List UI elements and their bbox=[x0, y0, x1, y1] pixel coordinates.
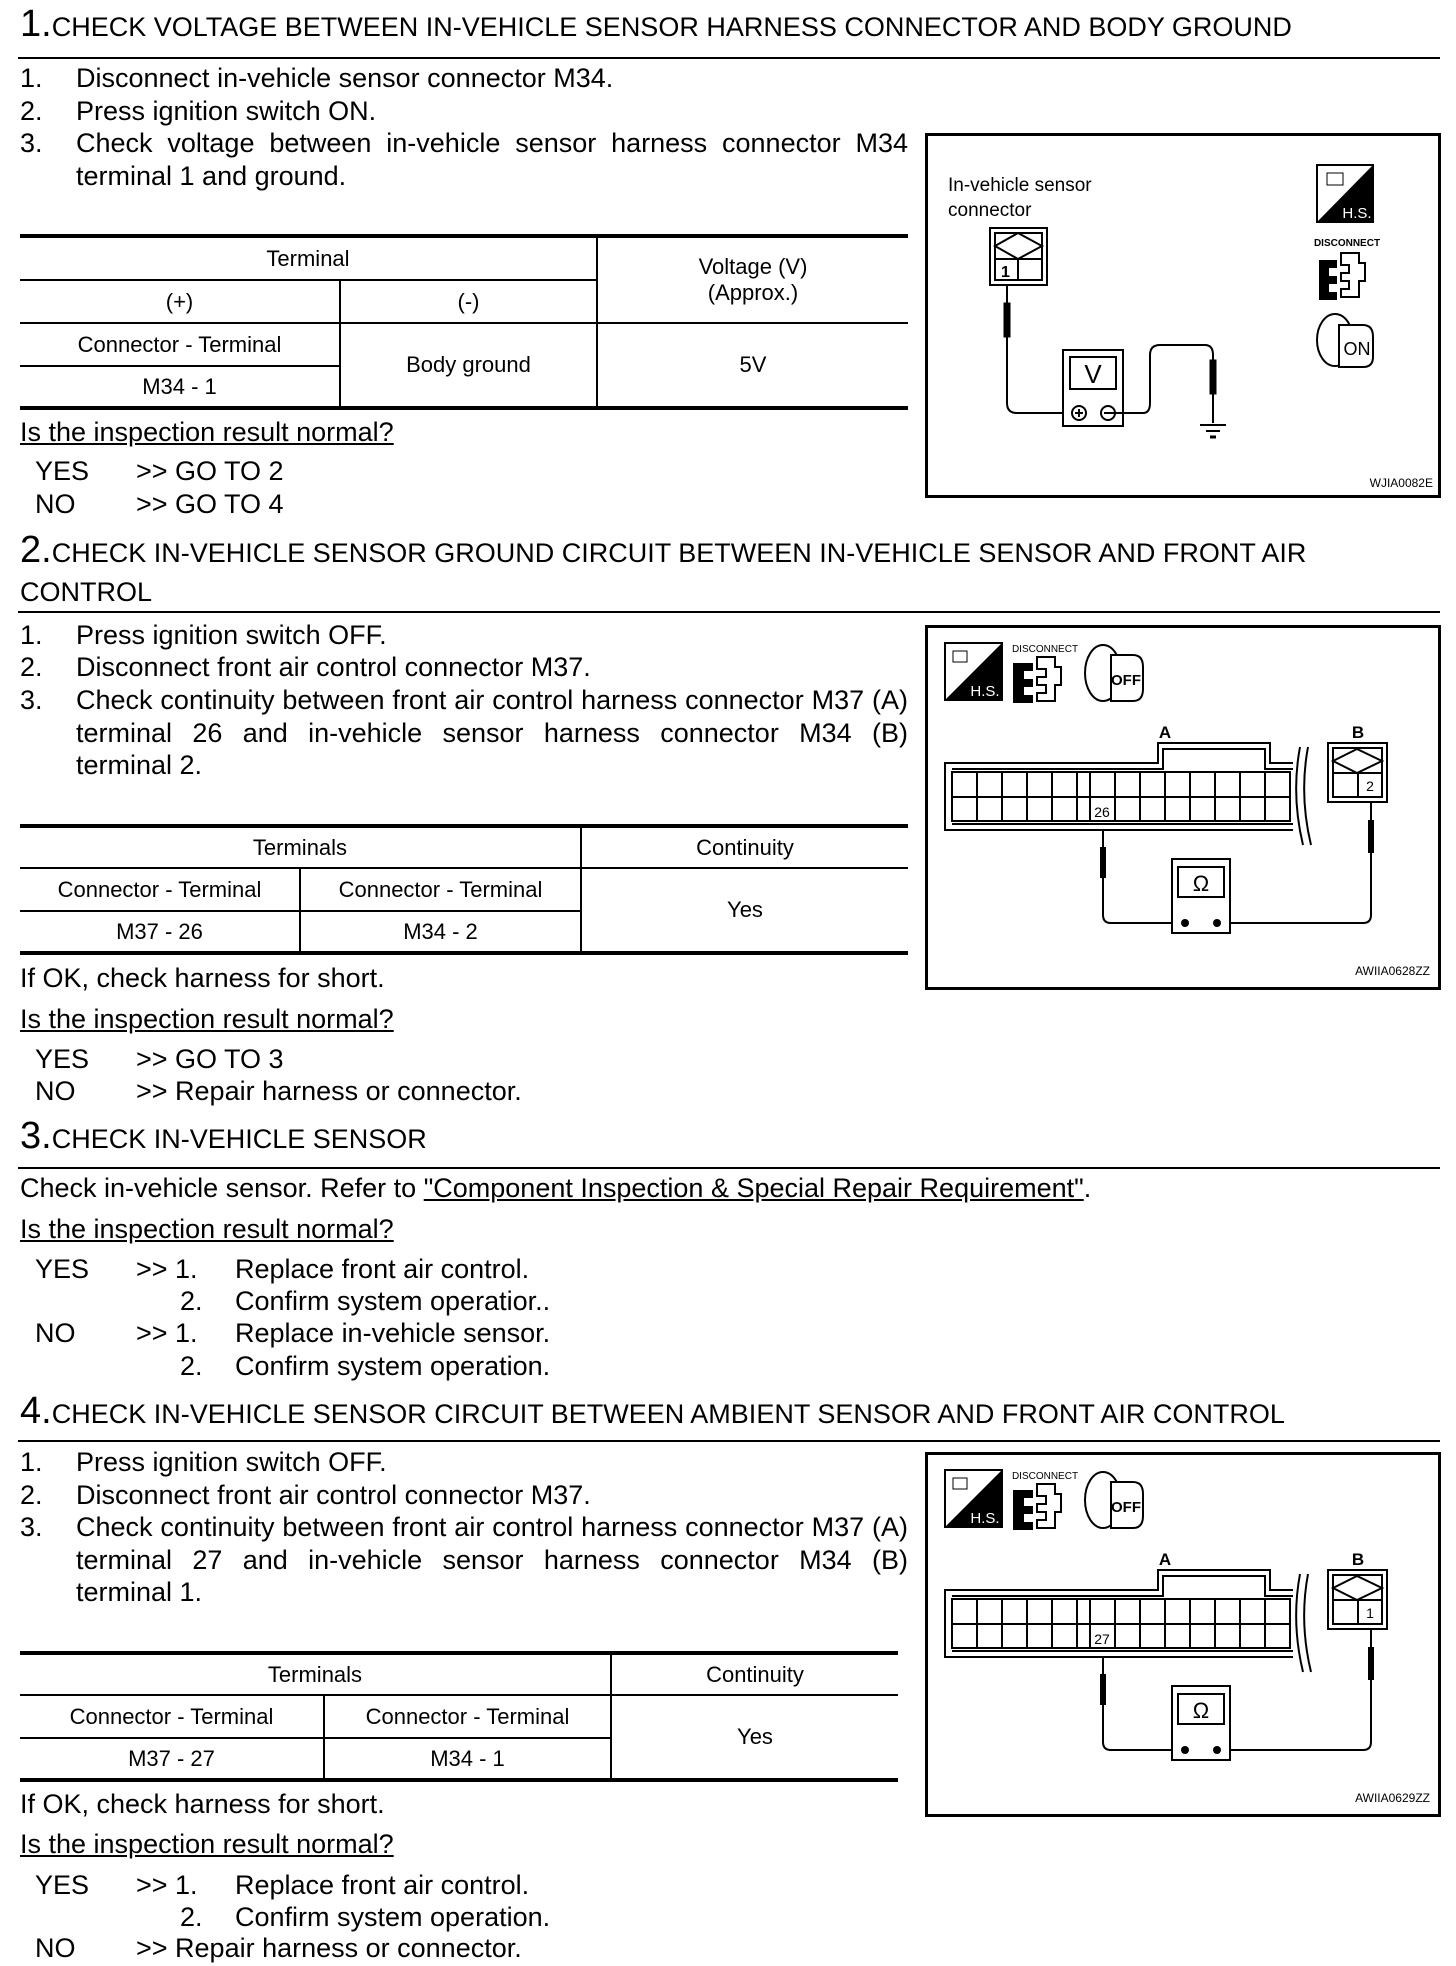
cell-voltage: 5V bbox=[597, 323, 908, 408]
meter-symbol: Ω bbox=[1192, 871, 1210, 896]
figure-code: AWIIA0628ZZ bbox=[1355, 964, 1430, 978]
instruction-step bbox=[20, 62, 908, 95]
key-label: ON bbox=[1343, 339, 1371, 359]
connector-a bbox=[945, 743, 1311, 845]
divider bbox=[18, 611, 1440, 613]
hs-text: H.S. bbox=[970, 683, 1000, 700]
step-num: 1. bbox=[20, 63, 43, 93]
step-num: 2. bbox=[20, 96, 43, 126]
header-terminal: Terminal bbox=[20, 236, 597, 280]
note-text: If OK, check harness for short. bbox=[20, 1789, 385, 1819]
meter-symbol: Ω bbox=[1192, 1698, 1210, 1723]
reference-suffix: . bbox=[1083, 1173, 1092, 1203]
step-text: Disconnect front air control connector M37. bbox=[76, 1480, 591, 1510]
yes-action: Replace front air control. bbox=[235, 1870, 530, 1900]
yes-action: >> GO TO 3 bbox=[136, 1044, 284, 1074]
step-text: Check continuity between front air control harness connector M37 (A) terminal 27 and in-vehicle sensor harness connector M34 (B) terminal 1. bbox=[76, 1512, 908, 1607]
figure-code: AWIIA0629ZZ bbox=[1355, 1791, 1430, 1805]
step-number: 3. bbox=[20, 1115, 52, 1157]
connector-b bbox=[1328, 743, 1387, 802]
pin-b-label: 2 bbox=[1366, 778, 1374, 794]
connector-a-label: A bbox=[1158, 723, 1172, 742]
header-connector-terminal: Connector - Terminal bbox=[20, 868, 300, 911]
disconnect-icon bbox=[1319, 253, 1365, 300]
step-num: 3. bbox=[20, 1512, 43, 1542]
yes-action: >> GO TO 2 bbox=[136, 456, 284, 486]
connector-b-label: B bbox=[1351, 723, 1365, 742]
instruction-step bbox=[20, 684, 908, 782]
figure-code: WJIA0082E bbox=[1369, 476, 1433, 490]
disconnect-icon bbox=[1013, 1484, 1061, 1530]
yes-action-num: >> 1. bbox=[136, 1254, 198, 1284]
yes-action: Confirm system operatior.. bbox=[235, 1286, 551, 1316]
instruction-step bbox=[20, 1511, 908, 1609]
voltage-table bbox=[20, 234, 908, 410]
no-action: Replace in-vehicle sensor. bbox=[235, 1318, 551, 1348]
note-text: If OK, check harness for short. bbox=[20, 963, 385, 993]
yes-label: YES bbox=[35, 1254, 90, 1284]
sensor-connector-icon bbox=[990, 228, 1047, 285]
header-terminals: Terminals bbox=[20, 1653, 611, 1695]
cell-body-ground: Body ground bbox=[340, 323, 597, 408]
reference-text bbox=[20, 1172, 1091, 1204]
diagram-label: In-vehicle sensor bbox=[948, 175, 1092, 196]
cell-terminal-a: M37 - 26 bbox=[20, 911, 300, 953]
disconnect-label: DISCONNECT bbox=[1011, 644, 1079, 655]
hs-icon bbox=[1317, 165, 1373, 222]
header-terminals: Terminals bbox=[20, 826, 581, 868]
step-num: 2. bbox=[20, 1480, 43, 1510]
key-label: OFF bbox=[1111, 1499, 1141, 1516]
instruction-step bbox=[20, 95, 908, 128]
header-continuity: Continuity bbox=[611, 1653, 898, 1695]
connector-b bbox=[1328, 1570, 1387, 1629]
diagram-label: connector bbox=[948, 200, 1032, 221]
header-connector-terminal: Connector - Terminal bbox=[20, 1695, 324, 1738]
connector-a bbox=[945, 1570, 1311, 1672]
section-title: CHECK IN-VEHICLE SENSOR bbox=[51, 1124, 427, 1154]
no-action: >> GO TO 4 bbox=[136, 489, 284, 519]
step-text: Press ignition switch OFF. bbox=[76, 620, 387, 650]
section-title: CHECK IN-VEHICLE SENSOR GROUND CIRCUIT BETWEEN IN-VEHICLE SENSOR AND FRONT AIR bbox=[51, 538, 1307, 568]
yes-action: Confirm system operation. bbox=[235, 1902, 551, 1932]
section-2-heading bbox=[20, 529, 1307, 571]
instruction-step bbox=[20, 1446, 908, 1479]
section-title: CHECK VOLTAGE BETWEEN IN-VEHICLE SENSOR HARNESS CONNECTOR AND BODY GROUND bbox=[51, 12, 1292, 42]
no-action: >> Repair harness or connector. bbox=[136, 1933, 522, 1963]
step-num: 1. bbox=[20, 1447, 43, 1477]
continuity-table bbox=[20, 1651, 898, 1782]
result-question: Is the inspection result normal? bbox=[20, 417, 394, 447]
component-inspection-link[interactable]: "Component Inspection & Special Repair Requirement" bbox=[423, 1173, 1084, 1203]
voltage-check-diagram bbox=[925, 133, 1441, 498]
header-plus: (+) bbox=[20, 280, 340, 323]
no-label: NO bbox=[35, 1076, 76, 1106]
yes-label: YES bbox=[35, 456, 90, 486]
cell-terminal-b: M34 - 2 bbox=[300, 911, 581, 953]
cell-terminal-b: M34 - 1 bbox=[324, 1738, 611, 1780]
no-action: >> Repair harness or connector. bbox=[136, 1076, 522, 1106]
step-text: Press ignition switch OFF. bbox=[76, 1447, 387, 1477]
step-text: Disconnect front air control connector M37. bbox=[76, 652, 591, 682]
step-number: 1. bbox=[20, 3, 52, 45]
yes-action-num: 2. bbox=[180, 1902, 203, 1932]
divider bbox=[18, 1440, 1440, 1442]
cell-continuity: Yes bbox=[581, 868, 908, 953]
continuity-check-diagram bbox=[925, 1452, 1441, 1817]
header-connector-terminal: Connector - Terminal bbox=[20, 323, 340, 366]
header-minus: (-) bbox=[340, 280, 597, 323]
meter-symbol: V bbox=[1084, 359, 1102, 389]
approx-label: (Approx.) bbox=[707, 280, 799, 305]
step-num: 1. bbox=[20, 620, 43, 650]
continuity-table bbox=[20, 824, 908, 955]
disconnect-label: DISCONNECT bbox=[1313, 238, 1381, 249]
step-text: Press ignition switch ON. bbox=[76, 96, 377, 126]
section-title-cont: CONTROL bbox=[20, 577, 153, 607]
connector-b-label: B bbox=[1351, 1550, 1365, 1569]
instruction-step bbox=[20, 127, 908, 192]
result-question: Is the inspection result normal? bbox=[20, 1829, 394, 1859]
step-number: 2. bbox=[20, 529, 52, 571]
disconnect-icon bbox=[1013, 657, 1061, 703]
step-num: 3. bbox=[20, 685, 43, 715]
step-num: 3. bbox=[20, 128, 43, 158]
step-num: 2. bbox=[20, 652, 43, 682]
step-text: Disconnect in-vehicle sensor connector M34. bbox=[76, 63, 614, 93]
section-1-heading bbox=[20, 3, 1292, 45]
no-action-num: 2. bbox=[180, 1351, 203, 1381]
no-action: Confirm system operation. bbox=[235, 1351, 551, 1381]
connector-a-label: A bbox=[1158, 1550, 1172, 1569]
yes-action-num: 2. bbox=[180, 1286, 203, 1316]
voltage-label: Voltage (V) bbox=[698, 254, 808, 279]
yes-action: Replace front air control. bbox=[235, 1254, 530, 1284]
header-voltage bbox=[597, 236, 908, 323]
pin-a-label: 26 bbox=[1094, 804, 1110, 820]
no-label: NO bbox=[35, 489, 76, 519]
step-number: 4. bbox=[20, 1390, 52, 1432]
cell-terminal: M34 - 1 bbox=[20, 366, 340, 408]
result-question: Is the inspection result normal? bbox=[20, 1214, 394, 1244]
yes-label: YES bbox=[35, 1870, 90, 1900]
pin-a-label: 27 bbox=[1094, 1631, 1110, 1647]
pin-b-label: 1 bbox=[1366, 1605, 1374, 1621]
key-label: OFF bbox=[1111, 672, 1141, 689]
hs-text: H.S. bbox=[970, 1510, 1000, 1527]
header-continuity: Continuity bbox=[581, 826, 908, 868]
continuity-check-diagram bbox=[925, 625, 1441, 990]
instruction-step bbox=[20, 651, 908, 684]
result-question: Is the inspection result normal? bbox=[20, 1004, 394, 1034]
yes-label: YES bbox=[35, 1044, 90, 1074]
section-3-heading bbox=[20, 1115, 427, 1157]
divider bbox=[18, 1167, 1440, 1169]
header-connector-terminal: Connector - Terminal bbox=[324, 1695, 611, 1738]
hs-icon bbox=[945, 1470, 1002, 1527]
hs-icon bbox=[945, 643, 1002, 700]
cell-continuity: Yes bbox=[611, 1695, 898, 1780]
instruction-step bbox=[20, 619, 908, 652]
cell-terminal-a: M37 - 27 bbox=[20, 1738, 324, 1780]
no-action-num: >> 1. bbox=[136, 1318, 198, 1348]
instruction-step bbox=[20, 1479, 908, 1512]
reference-prefix: Check in-vehicle sensor. Refer to bbox=[20, 1173, 424, 1203]
pin-label: 1 bbox=[1001, 264, 1010, 281]
step-text: Check continuity between front air control harness connector M37 (A) terminal 26 and in-vehicle sensor harness connector M34 (B) terminal 2. bbox=[76, 685, 908, 780]
no-label: NO bbox=[35, 1933, 76, 1963]
header-connector-terminal: Connector - Terminal bbox=[300, 868, 581, 911]
section-4-heading bbox=[20, 1390, 1285, 1432]
hs-text: H.S. bbox=[1342, 205, 1372, 222]
section-title: CHECK IN-VEHICLE SENSOR CIRCUIT BETWEEN AMBIENT SENSOR AND FRONT AIR CONTROL bbox=[51, 1399, 1285, 1429]
step-text: Check voltage between in-vehicle sensor harness connector M34 terminal 1 and ground. bbox=[76, 128, 908, 191]
no-label: NO bbox=[35, 1318, 76, 1348]
yes-action-num: >> 1. bbox=[136, 1870, 198, 1900]
divider bbox=[18, 57, 1440, 59]
disconnect-label: DISCONNECT bbox=[1011, 1471, 1079, 1482]
